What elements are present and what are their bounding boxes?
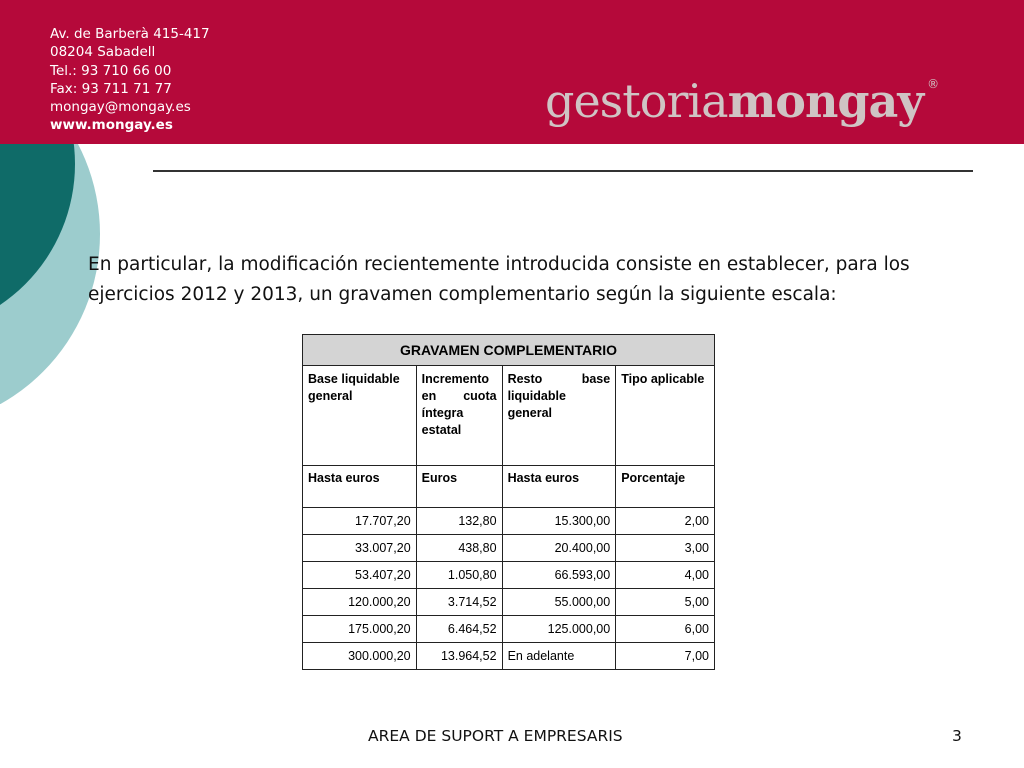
table-cell: 125.000,00 bbox=[502, 616, 616, 643]
table-cell: 15.300,00 bbox=[502, 508, 616, 535]
table-cell: 3.714,52 bbox=[416, 589, 502, 616]
table-cell: 7,00 bbox=[616, 643, 715, 670]
logo-part-2: mongay bbox=[727, 74, 924, 128]
table-cell: 6.464,52 bbox=[416, 616, 502, 643]
table-header-row bbox=[303, 366, 715, 466]
table-cell: 3,00 bbox=[616, 535, 715, 562]
table-cell: 300.000,20 bbox=[303, 643, 417, 670]
registered-mark: ® bbox=[927, 77, 939, 91]
table-row bbox=[303, 562, 715, 589]
table-cell: 33.007,20 bbox=[303, 535, 417, 562]
table-cell: 6,00 bbox=[616, 616, 715, 643]
table-cell: 20.400,00 bbox=[502, 535, 616, 562]
email-line: mongay@mongay.es bbox=[50, 99, 191, 116]
table-units-row bbox=[303, 466, 715, 508]
table-title: GRAVAMEN COMPLEMENTARIO bbox=[303, 335, 715, 366]
header-base-liquidable: Base liquidable general bbox=[303, 366, 417, 466]
unit-cell: Porcentaje bbox=[616, 466, 715, 508]
table-cell: En adelante bbox=[502, 643, 616, 670]
gravamen-table bbox=[302, 334, 715, 670]
table-cell: 175.000,20 bbox=[303, 616, 417, 643]
header-divider bbox=[153, 170, 973, 172]
table-row bbox=[303, 643, 715, 670]
table-cell: 4,00 bbox=[616, 562, 715, 589]
intro-paragraph: En particular, la modificación recientemente introducida consiste en establecer, para los ejercicios 2012 y 2013, un gravamen complementario según la siguiente escala: bbox=[88, 254, 910, 305]
company-logo bbox=[545, 74, 939, 128]
table-cell: 438,80 bbox=[416, 535, 502, 562]
unit-cell: Hasta euros bbox=[303, 466, 417, 508]
table-cell: 132,80 bbox=[416, 508, 502, 535]
table-cell: 17.707,20 bbox=[303, 508, 417, 535]
fax-line: Fax: 93 711 71 77 bbox=[50, 80, 172, 97]
header-resto-base: Resto base liquidable general bbox=[502, 366, 616, 466]
table-cell: 13.964,52 bbox=[416, 643, 502, 670]
table-cell: 53.407,20 bbox=[303, 562, 417, 589]
table-cell: 2,00 bbox=[616, 508, 715, 535]
table-cell: 5,00 bbox=[616, 589, 715, 616]
header-banner bbox=[0, 0, 1024, 144]
header-incremento-cuota: Incremento en cuota íntegra estatal bbox=[416, 366, 502, 466]
table-row bbox=[303, 508, 715, 535]
table-cell: 1.050,80 bbox=[416, 562, 502, 589]
postcode-city-line: 08204 Sabadell bbox=[50, 44, 156, 61]
contact-block bbox=[50, 25, 210, 135]
unit-cell: Euros bbox=[416, 466, 502, 508]
header-tipo-aplicable: Tipo aplicable bbox=[616, 366, 715, 466]
table-cell: 120.000,20 bbox=[303, 589, 417, 616]
website-line: www.mongay.es bbox=[50, 117, 173, 134]
phone-line: Tel.: 93 710 66 00 bbox=[50, 62, 172, 79]
logo-part-1: gestoria bbox=[545, 74, 728, 128]
table-cell: 55.000,00 bbox=[502, 589, 616, 616]
table-row bbox=[303, 589, 715, 616]
table-row bbox=[303, 535, 715, 562]
table-cell: 66.593,00 bbox=[502, 562, 616, 589]
footer-text: AREA DE SUPORT A EMPRESARIS bbox=[368, 727, 623, 745]
unit-cell: Hasta euros bbox=[502, 466, 616, 508]
page-number: 3 bbox=[952, 727, 962, 745]
address-line: Av. de Barberà 415-417 bbox=[50, 26, 210, 42]
table-row bbox=[303, 616, 715, 643]
